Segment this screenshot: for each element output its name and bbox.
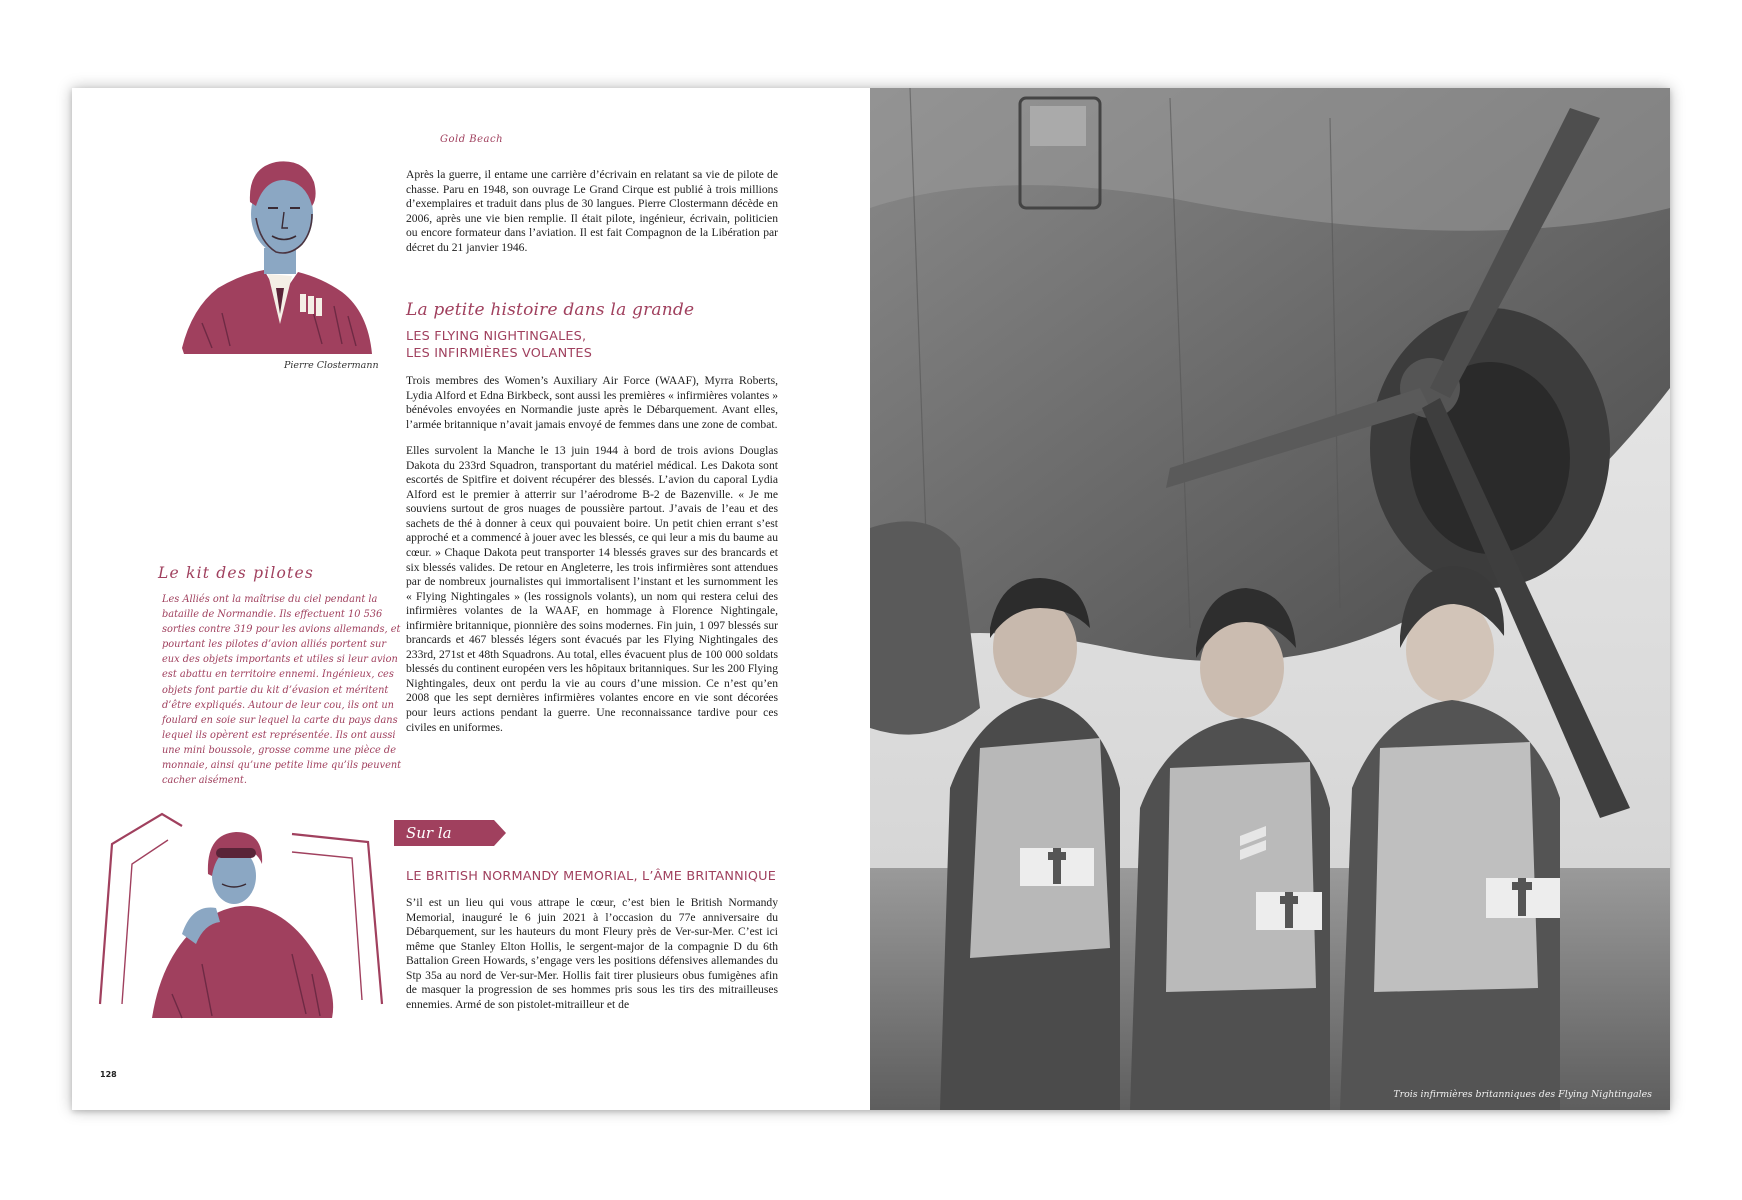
- intro-text-column: [406, 168, 778, 267]
- page-number: 128: [100, 1070, 117, 1079]
- portrait-caption: Pierre Clostermann: [284, 360, 379, 371]
- section-script-heading: La petite histoire dans la grande: [406, 300, 695, 320]
- intro-paragraph: Après la guerre, il entame une carrière d’écrivain en relatant sa vie de pilote de chasse. Paru en 1948, son ouvrage Le Grand Cirque est publié à trois millions d’exemplaires et traduit dans plus de 30 langues. Pierre Clostermann décède en 2006, après une vie bien remplie. Il était pilote, ingénieur, écrivain, politicien ou encore formateur dans l’aviation. Il est fait Compagnon de la Libération par décret du 21 janvier 1946.: [406, 168, 778, 254]
- nightingales-paragraph-1: Trois membres des Women’s Auxiliary Air Force (WAAF), Myrra Roberts, Lydia Alford et Edna Birkbeck, sont aussi les premières « infirmières volantes » bénévoles envoyées en Normandie juste après le Débarquement. Avant elles, l’armée britannique n’avait jamais envoyé de femmes dans une zone de combat.: [406, 374, 778, 431]
- section-subheading: [406, 328, 592, 362]
- running-head: Gold Beach: [440, 134, 504, 145]
- nightingales-paragraph-2: Elles survolent la Manche le 13 juin 1944 à bord de trois avions Douglas Dakota du 233rd Squadron, transportant du matériel médical. Les Dakota sont escortés de Spitfire et doivent récupérer des blessés. L’avion du caporal Lydia Alford est le premier à atterrir sur l’aérodrome B-2 de Bazenville. « Je me souviens surtout de gros nuages de poussière partout. J’avais de l’eau et des sachets de thé à donner à ceux qui pouvaient boire. Un petit chien errant s’est approché et a commencé à jouer avec les blessés, ce qui leur a mis du baume au cœur. » Chaque Dakota peut transporter 14 blessés graves sur des brancards et six blessés valides. De retour en Angleterre, les trois infirmières sont attendues par de nombreux journalistes qui immortalisent l’instant et les surnomment les « Flying Nightingales » (les rossignols volants), un nom qui restera celui des infirmières volantes de la WAAF, en hommage à Florence Nightingale, infirmière britannique, pionnière des soins modernes. Fin juin, 1 097 blessés sur brancards et 467 blessés légers sont évacués par les Flying Nightingales des 233rd, 271st et 48th Squadrons. Au total, elles évacuent plus de 100 000 soldats blessés du continent européen vers les hôpitaux britanniques. Sur les 200 Flying Nightingales, deux ont perdu la vie au cours d’une mission. Ce n’est qu’en 2008 que les sept dernières infirmières volantes encore en vie sont décorées pour leurs actions pendant la guerre. Une reconnaissance tardive pour ces civiles en uniformes.: [406, 444, 778, 734]
- right-page-photo: [870, 88, 1670, 1110]
- pilot-illustration: [92, 804, 392, 1020]
- memorial-subheading: LE BRITISH NORMANDY MEMORIAL, L’ÂME BRITANNIQUE: [406, 869, 777, 884]
- left-page: [72, 88, 870, 1110]
- portrait-illustration: [172, 148, 412, 360]
- sidebar-text: Les Alliés ont la maîtrise du ciel pendant la bataille de Normandie. Ils effectuent 10 536 sorties contre 319 pour les avions allemands, et pourtant les pilotes d’avion alliés portent sur eux des objets importants et utiles si leur avion est abattu en territoire ennemi. Ingénieux, ces objets font partie du kit d’évasion et méritent d’être expliqués. Autour de leur cou, ils ont un foulard en soie sur lequel la carte du pays dans lequel ils opèrent est représentée. Ils ont aussi une mini boussole, grosse comme une pièce de monnaie, ainsi qu’une petite lime qu’ils peuvent cacher aisément.: [162, 594, 402, 787]
- ribbon-label: Sur la route: [406, 824, 452, 864]
- sidebar-title: Le kit des pilotes: [158, 564, 314, 582]
- memorial-paragraph: S’il est un lieu qui vous attrape le cœur, c’est bien le British Normandy Memorial, inauguré le 6 juin 2021 à l’occasion du 77e anniversaire du Débarquement, sur les hauteurs du mont Fleury près de Ver-sur-Mer. C’est ici même que Stanley Elton Hollis, le sergent-major de la compagnie D du 6th Battalion Green Howards, s’engage vers les positions défensives allemandes du Stp 35a au nord de Ver-sur-Mer. Hollis fait tirer plusieurs obus fumigènes afin de masquer la progression de ses hommes pris sous les tirs des mitrailleuses ennemies. Armé de son pistolet-mitrailleur et de: [406, 896, 778, 1011]
- photo-caption: Trois infirmières britanniques des Flying Nightingales: [1393, 1089, 1652, 1100]
- memorial-text-column: [406, 896, 778, 1024]
- section-subheading-line2: LES INFIRMIÈRES VOLANTES: [406, 346, 593, 361]
- book-spread: [72, 88, 1670, 1110]
- section-subheading-line1: LES FLYING NIGHTINGALES,: [406, 329, 587, 344]
- nightingales-text-column: [406, 374, 778, 747]
- photo-nightingales: [870, 88, 1670, 1110]
